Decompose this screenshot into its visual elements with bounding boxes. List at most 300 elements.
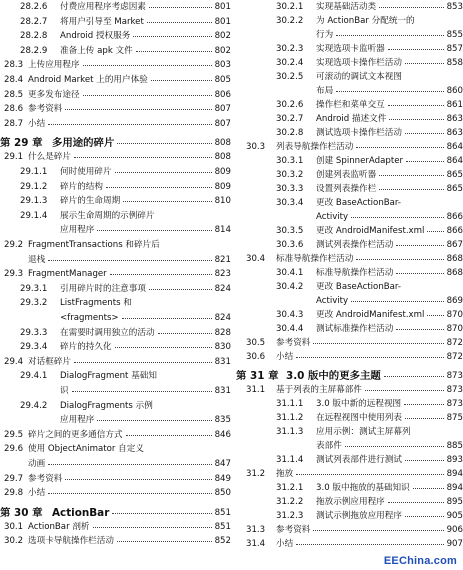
toc-entry	[236, 239, 463, 252]
page-number: 809	[214, 181, 231, 192]
section-number: 28.5	[4, 89, 24, 100]
dot-leader	[427, 231, 444, 232]
dot-leader	[74, 362, 212, 363]
section-number: 31.1.2	[276, 413, 304, 423]
toc-entry	[236, 15, 463, 28]
toc-entry	[0, 1, 231, 14]
dot-leader	[405, 63, 444, 64]
section-number: 30.4.4	[276, 324, 304, 334]
section-title: 行为	[316, 30, 334, 40]
toc-entry	[0, 327, 231, 340]
page-number: 807	[214, 104, 231, 115]
page-number: 870	[446, 324, 463, 334]
dot-leader	[122, 318, 212, 319]
page-number: 802	[214, 31, 231, 42]
section-title: 拖放示例应用程序	[316, 497, 385, 507]
section-title: <fragments>	[60, 313, 119, 323]
toc-entry	[236, 85, 463, 98]
page-number: 894	[446, 483, 463, 493]
section-title: 参考资料	[28, 473, 63, 484]
page-number: 814	[214, 225, 231, 236]
dot-leader	[133, 36, 212, 37]
section-title: Activity	[316, 212, 349, 222]
toc-entry	[236, 113, 463, 126]
section-number: 30.2.7	[276, 114, 304, 124]
section-title: 应用程序	[60, 415, 95, 426]
dot-leader	[413, 488, 444, 489]
section-title: 碎片的生命周期	[60, 196, 121, 207]
toc-entry	[236, 281, 463, 294]
toc-entry	[236, 337, 463, 350]
section-title: 付费应用程序考虑因素	[60, 2, 146, 12]
section-number: 31.4	[246, 539, 266, 549]
dot-leader	[379, 175, 444, 176]
section-number: 30.2	[4, 536, 24, 547]
section-number: 30.4.1	[276, 268, 304, 278]
page-number: 893	[446, 455, 463, 465]
page-number: 873	[445, 368, 463, 384]
page-number: 875	[446, 413, 463, 423]
toc-entry	[0, 458, 231, 471]
section-number: 29.1	[4, 152, 24, 163]
page-number: 872	[446, 338, 463, 348]
page-number: 894	[446, 469, 463, 479]
dot-leader	[396, 329, 444, 330]
dot-leader	[405, 418, 444, 419]
page-number: 823	[214, 269, 231, 280]
page-number: 831	[214, 356, 231, 367]
toc-entry	[236, 412, 463, 425]
page-number: 821	[214, 254, 231, 265]
toc-entry	[236, 295, 463, 308]
dot-leader	[149, 289, 212, 290]
page-number: 830	[214, 342, 231, 353]
dot-leader	[110, 274, 212, 275]
toc-entry	[236, 253, 463, 266]
dot-leader	[365, 390, 444, 391]
section-title: FragmentTransactions 和碎片后	[28, 240, 160, 250]
dot-leader	[389, 119, 444, 120]
section-number: 30.3.2	[276, 170, 304, 180]
dot-leader	[93, 527, 212, 528]
section-number: 30.6	[246, 352, 266, 362]
dot-leader	[351, 301, 444, 302]
section-title: 参考资料	[28, 104, 63, 115]
section-title: 测试列表操作栏活动	[316, 240, 394, 250]
section-title: 更改 AndroidManifest.xml	[316, 310, 425, 320]
dot-leader	[65, 479, 212, 480]
dot-leader	[405, 133, 444, 134]
toc-entry	[236, 496, 463, 509]
section-number: 31.2.1	[276, 483, 304, 493]
section-title: 创建列表监听器	[316, 170, 377, 180]
page-number: 907	[446, 539, 463, 549]
toc-entry	[0, 151, 231, 164]
section-title: 上传应用程序	[28, 60, 80, 71]
page-number: 864	[446, 142, 463, 152]
toc-entry	[236, 183, 463, 196]
toc-entry	[0, 312, 231, 325]
page-number: 803	[214, 60, 231, 71]
toc-entry	[236, 440, 463, 453]
page-number: 873	[446, 399, 463, 409]
toc-entry	[0, 181, 231, 194]
section-number: 31.2.3	[276, 511, 304, 521]
section-number: 30.2.1	[276, 2, 304, 12]
dot-leader	[296, 544, 444, 545]
page-number: 807	[214, 118, 231, 129]
toc-entry	[0, 268, 231, 281]
section-number: 28.2.9	[20, 45, 48, 56]
chapter-title: ActionBar	[52, 506, 110, 519]
chapter-number: 第 31 章	[236, 370, 279, 382]
dot-leader	[313, 343, 444, 344]
toc-entry	[0, 370, 231, 383]
chapter-number: 第 29 章	[0, 137, 43, 150]
section-title: 列表导航操作栏活动	[276, 142, 354, 152]
page-number: 885	[446, 441, 463, 451]
dot-leader	[112, 513, 212, 514]
section-title: 测试选项卡操作栏活动	[316, 128, 402, 138]
toc-entry	[0, 224, 231, 237]
section-number: 28.2.7	[20, 16, 48, 27]
watermark-logo: EEChina.com	[383, 555, 457, 567]
dot-leader	[83, 95, 212, 96]
dot-leader	[126, 435, 212, 436]
page-number: 850	[214, 488, 231, 499]
dot-leader	[158, 333, 212, 334]
dot-leader	[427, 315, 444, 316]
page-number: 872	[446, 352, 463, 362]
section-title: 在需要时调用独立的活动	[60, 327, 155, 338]
section-number: 29.4.2	[20, 400, 48, 411]
section-title: 展示生命周期的示例碎片	[60, 210, 155, 221]
dot-leader	[117, 143, 212, 144]
section-title: 可滚动的调试文本视图	[316, 72, 402, 82]
toc-entry	[0, 385, 231, 398]
dot-leader	[123, 201, 212, 202]
toc-entry	[0, 535, 231, 548]
section-number: 29.4	[4, 356, 24, 367]
toc-entry	[236, 267, 463, 280]
section-number: 30.2.6	[276, 100, 304, 110]
dot-leader	[97, 230, 212, 231]
section-title: Android 授权服务	[60, 31, 131, 42]
section-number: 30.5	[246, 338, 266, 348]
toc-entry	[236, 169, 463, 182]
page-number: 835	[214, 415, 231, 426]
section-title: 什么是碎片	[28, 152, 71, 163]
page-number: 857	[446, 44, 463, 54]
section-number: 31.1	[246, 385, 266, 395]
page-number: 809	[214, 167, 231, 177]
page-number: 808	[214, 152, 231, 163]
toc-entry	[236, 454, 463, 467]
page-number: 860	[446, 86, 463, 96]
dot-leader	[48, 493, 212, 494]
toc-entry	[236, 1, 463, 14]
section-title: 创建 SpinnerAdapter	[316, 156, 404, 166]
section-number: 29.6	[4, 444, 24, 455]
section-title: 在远程视图中使用列表	[316, 413, 402, 423]
section-title: 表部件	[316, 441, 342, 451]
section-number: 31.1.4	[276, 455, 304, 465]
dot-leader	[313, 530, 444, 531]
section-number: 28.2.6	[20, 2, 48, 12]
dot-leader	[336, 35, 444, 36]
dot-leader	[379, 189, 444, 190]
dot-leader	[296, 474, 444, 475]
section-title: ListFragments 和	[60, 298, 132, 309]
page-number: 864	[446, 156, 463, 166]
dot-leader	[48, 260, 212, 261]
dot-leader	[384, 376, 444, 377]
section-title: 测试标准操作栏活动	[316, 324, 394, 334]
section-number: 30.3.6	[276, 240, 304, 250]
toc-entry	[236, 127, 463, 140]
section-number: 30.3.1	[276, 156, 304, 166]
section-title: 引用碎片时的注意事项	[60, 283, 146, 294]
page-number: 905	[446, 511, 463, 521]
page-number: 824	[214, 283, 231, 294]
section-title: 碎片的持久化	[60, 342, 112, 353]
toc-entry	[236, 99, 463, 112]
section-title: 何时使用碎片	[60, 167, 112, 177]
section-title: 选项卡导航操作栏活动	[28, 536, 114, 547]
section-number: 29.1.1	[20, 167, 48, 177]
section-title: DialogFragment 基础知	[60, 371, 157, 382]
toc-entry	[0, 16, 231, 29]
section-number: 29.1.4	[20, 210, 48, 221]
section-number: 29.7	[4, 473, 24, 484]
section-number: 29.3.4	[20, 342, 48, 353]
section-title: 参考资料	[276, 525, 311, 535]
section-number: 29.1.2	[20, 181, 48, 192]
toc-entry	[0, 74, 231, 87]
dot-leader	[396, 273, 444, 274]
dot-leader	[405, 460, 444, 461]
toc-entry	[0, 356, 231, 369]
dot-leader	[296, 357, 444, 358]
toc-entry	[0, 239, 231, 252]
page-number: 866	[446, 226, 463, 236]
section-number: 28.3	[4, 60, 24, 71]
toc-entry	[0, 473, 231, 486]
toc-entry	[0, 400, 231, 413]
chapter-title: 多用途的碎片	[52, 137, 115, 150]
toc-entry	[236, 309, 463, 322]
page-number: 861	[446, 100, 463, 110]
section-title: 小结	[28, 118, 46, 129]
dot-leader	[351, 217, 444, 218]
page-number: 868	[446, 268, 463, 278]
dot-leader	[388, 105, 444, 106]
section-number: 31.2	[246, 469, 266, 479]
page-number: 865	[446, 184, 463, 194]
dot-leader	[336, 91, 444, 92]
section-number: 29.3	[4, 269, 24, 280]
toc-entry	[0, 103, 231, 116]
section-title: 小结	[28, 488, 46, 499]
section-number: 30.3.3	[276, 184, 304, 194]
toc-entry	[236, 398, 463, 411]
page-number: 853	[446, 2, 463, 12]
dot-leader	[117, 541, 212, 542]
toc-entry	[236, 155, 463, 168]
section-title: 小结	[276, 352, 294, 362]
toc-entry	[236, 197, 463, 210]
section-title: 3.0 版中拖放的基础知识	[316, 483, 410, 493]
section-title: 应用程序	[60, 225, 95, 236]
page-number: 870	[446, 310, 463, 320]
section-title: 对话框碎片	[28, 356, 71, 367]
section-number: 29.3.2	[20, 298, 48, 309]
section-title: 应用示例：测试主屏幕列	[316, 427, 411, 437]
toc-entry	[0, 487, 231, 500]
section-number: 30.4.2	[276, 282, 304, 292]
toc-entry	[236, 225, 463, 238]
section-title: Android 描述文件	[316, 114, 387, 124]
page-number: 851	[214, 521, 231, 532]
page-number: 851	[213, 505, 231, 521]
section-title: 退栈	[28, 254, 46, 265]
toc-entry	[236, 538, 463, 551]
dot-leader	[345, 446, 444, 447]
section-number: 29.3.3	[20, 327, 48, 338]
page-number: 801	[214, 16, 231, 27]
section-number: 30.4	[246, 254, 266, 264]
toc-entry	[0, 59, 231, 72]
section-title: 碎片的结构	[60, 181, 103, 192]
section-title: 更改 BaseActionBar-	[316, 282, 402, 292]
page-number: 867	[446, 240, 463, 250]
dot-leader	[72, 391, 212, 392]
section-number: 29.3.1	[20, 283, 48, 294]
dot-leader	[48, 464, 212, 465]
section-title: ActionBar 剖析	[28, 521, 90, 532]
toc-entry	[0, 30, 231, 43]
section-number: 28.7	[4, 118, 24, 129]
toc-entry	[0, 414, 231, 427]
section-number: 28.4	[4, 75, 24, 85]
section-title: 更改 AndroidManifest.xml	[316, 226, 425, 236]
section-number: 31.3	[246, 525, 266, 535]
dot-leader	[404, 404, 444, 405]
page-number: 847	[214, 459, 231, 469]
section-number: 29.2	[4, 240, 24, 250]
dot-leader	[48, 124, 212, 125]
section-number: 30.2.3	[276, 44, 304, 54]
dot-leader	[106, 187, 212, 188]
section-title: 测试示例拖放应用程序	[316, 511, 402, 521]
dot-leader	[136, 51, 212, 52]
section-title: 小结	[276, 539, 294, 549]
toc-entry	[0, 341, 231, 354]
toc-entry	[0, 166, 231, 179]
toc-entry	[236, 426, 463, 439]
page-number: 866	[446, 212, 463, 222]
page-number: 808	[213, 135, 231, 151]
section-title: 3.0 版中新的远程视图	[316, 399, 402, 409]
page-number: 806	[214, 89, 231, 100]
section-number: 30.3.4	[276, 198, 304, 208]
dot-leader	[405, 516, 444, 517]
toc-entry	[236, 351, 463, 364]
section-title: 实现基础活动类	[316, 2, 377, 12]
dot-leader	[151, 80, 212, 81]
section-number: 29.1.3	[20, 196, 48, 207]
toc-entry	[0, 521, 231, 534]
dot-leader	[406, 161, 444, 162]
dot-leader	[115, 172, 212, 173]
page-number: 906	[446, 525, 463, 535]
page-number: 831	[214, 386, 231, 396]
toc-entry	[236, 510, 463, 523]
toc-entry	[0, 283, 231, 296]
toc-entry	[0, 443, 231, 456]
section-title: 参考资料	[276, 338, 311, 348]
section-number: 28.2.8	[20, 31, 48, 42]
page-number: 865	[446, 170, 463, 180]
section-title: 动画	[28, 459, 46, 469]
toc-entry	[236, 29, 463, 42]
page-number: 810	[214, 196, 231, 207]
page-number: 855	[446, 30, 463, 40]
section-title: Android Market 上的用户体验	[28, 75, 148, 85]
section-number: 29.8	[4, 488, 24, 499]
page-number: 858	[446, 58, 463, 68]
toc-chapter-heading	[236, 368, 463, 384]
chapter-title: 3.0 版中的更多主题	[286, 370, 381, 382]
toc-entry	[0, 297, 231, 310]
toc-entry	[0, 210, 231, 223]
section-number: 31.2.2	[276, 497, 304, 507]
dot-leader	[356, 147, 444, 148]
toc-entry	[0, 89, 231, 102]
section-title: 基于列表的主屏幕部件	[276, 385, 362, 395]
page-number: 846	[214, 429, 231, 440]
page-number: 805	[214, 75, 231, 85]
toc-entry	[236, 43, 463, 56]
dot-leader	[65, 109, 212, 110]
page-number: 852	[214, 536, 231, 547]
dot-leader	[83, 65, 212, 66]
section-title: 实现选项卡监听器	[316, 44, 385, 54]
toc-entry	[236, 524, 463, 537]
section-title: 识	[60, 386, 69, 396]
section-title: DialogFragments 示例	[60, 400, 153, 411]
section-number: 31.1.1	[276, 399, 304, 409]
section-title: 设置列表操作栏	[316, 184, 377, 194]
toc-chapter-heading	[0, 505, 231, 521]
toc-chapter-heading	[0, 135, 231, 151]
section-title: 布局	[316, 86, 334, 96]
section-number: 30.2.2	[276, 16, 304, 26]
page-number: 828	[214, 327, 231, 338]
section-title: 标准导航操作栏活动	[276, 254, 354, 264]
toc-entry	[236, 71, 463, 84]
section-title: 测试列表部件进行测试	[316, 455, 402, 465]
toc-entry	[236, 141, 463, 154]
dot-leader	[74, 157, 212, 158]
toc-entry	[236, 384, 463, 397]
dot-leader	[147, 22, 212, 23]
toc-entry	[236, 211, 463, 224]
section-title: 使用 ObjectAnimator 自定义	[28, 444, 144, 455]
page-number: 863	[446, 128, 463, 138]
toc-entry	[236, 57, 463, 70]
toc-entry	[236, 482, 463, 495]
